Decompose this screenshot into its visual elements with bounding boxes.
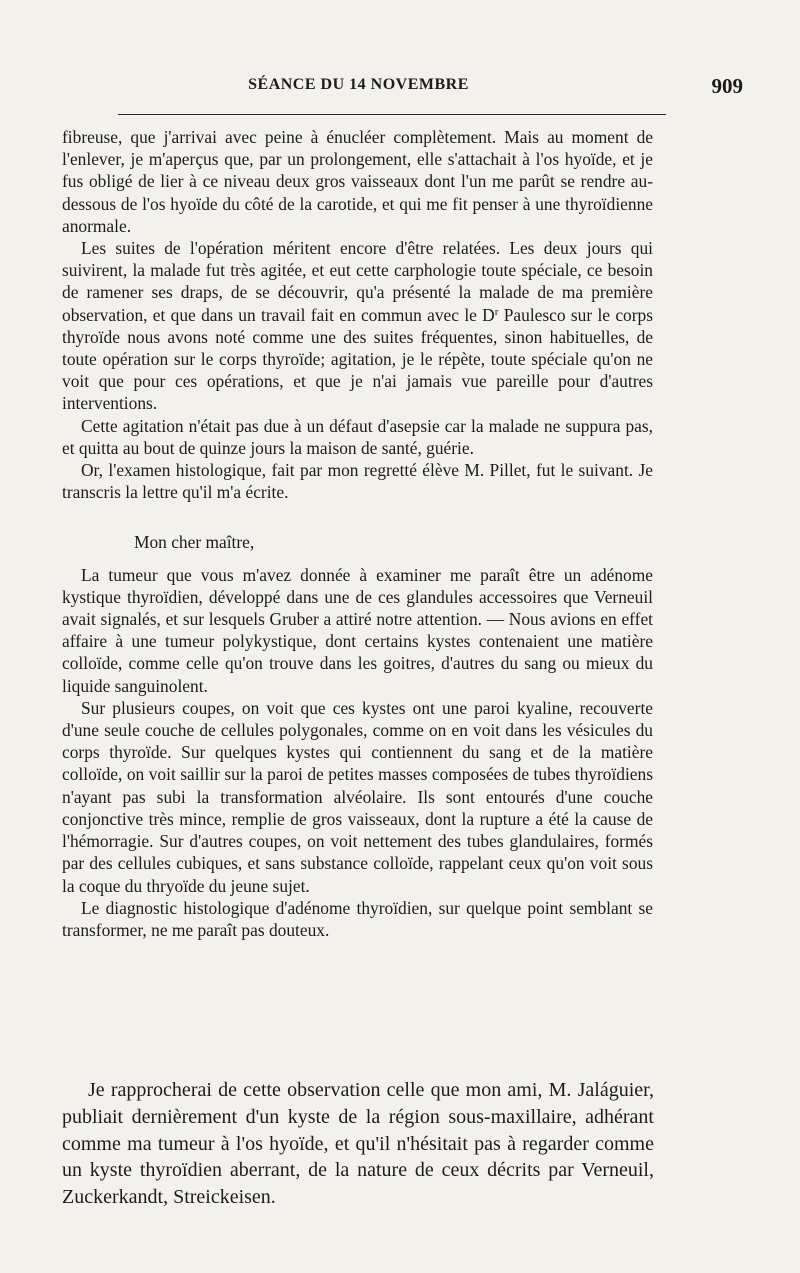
- letter-paragraph: Sur plusieurs coupes, on voit que ces kystes ont une paroi kyaline, recouverte d'une seule couche de cellules polygonales, comme on en voit dans les vésicules du corps thyroïde. Sur quelques kystes qui contiennent du sang et de la matière colloïde, on voit saillir sur la paroi de petites masses composées de tubes thyroïdiens n'ayant pas subi la transformation alvéolaire. Ils sont entourés d'une couche conjonctive très mince, remplie de gros vaisseaux, dont la rupture a été la cause de l'hémorragie. Sur d'autres coupes, on voit nettement des tubes glandulaires, formés par des cellules cubiques, et sans substance colloïde, rappelant ceux qu'on voit sous la coque du thryoïde du jeune sujet.: [62, 697, 653, 896]
- letter-paragraph: Le diagnostic histologique d'adénome thyroïdien, sur quelque point semblant se transformer, ne me paraît pas douteux.: [62, 897, 653, 940]
- paragraph-text: Les suites de l'opération méritent encore d'être relatées. Les deux jours qui suivirent, la malade fut très agitée, et eut cette carphologie toute spéciale, ce besoin de ramener ses draps, de se découvrir, qu'a présenté la malade de ma première observation, et que dans un travail fait en commun avec le D: [62, 238, 653, 325]
- header-rule: [118, 114, 666, 115]
- paragraph-text: Paulesco sur le corps thyroïde nous avons noté comme une des suites fréquentes, sinon habituelles, de toute opération sur le corps thyroïde; agitation, je le répète, toute spéciale qu'on ne voit que pour ces opérations, et que je n'ai jamais vue pareille pour d'autres interventions.: [62, 304, 653, 414]
- letter-paragraph: La tumeur que vous m'avez donnée à examiner me paraît être un adénome kystique thyroïdien, développé dans une de ces glandules accessoires que Verneuil avait signalés, et sur lesquels Gruber a attiré notre attention. — Nous avions en effet affaire à une tumeur polykystique, dont certains kystes contenaient une matière colloïde, comme celle qu'on trouve dans les goitres, d'autres du sang ou mieux du liquide sanguinolent.: [62, 564, 653, 696]
- closing-text: [62, 1077, 654, 1211]
- superscript: r: [494, 305, 499, 318]
- paragraph: Cette agitation n'était pas due à un défaut d'asepsie car la malade ne suppura pas, et quitta au bout de quinze jours la maison de santé, guérie.: [62, 415, 653, 458]
- page-number: 909: [711, 74, 743, 98]
- paragraph: fibreuse, que j'arrivai avec peine à énucléer complètement. Mais au moment de l'enlever, je m'aperçus que, par un prolongement, elle s'attachait à l'os hyoïde, et je fus obligé de lier à ce niveau deux gros vaisseaux dont l'un me parût se rendre au-dessous de l'os hyoïde du côté de la carotide, et qui me fit penser à une thyroïdienne anormale.: [62, 127, 653, 236]
- paragraph: [62, 237, 653, 415]
- body-text: [62, 126, 653, 941]
- closing-paragraph: Je rapprocherai de cette observation celle que mon ami, M. Jaláguier, publiait dernièrement d'un kyste de la région sous-maxillaire, adhérant comme ma tumeur à l'os hyoïde, et qu'il n'hésitait pas à regarder comme un kyste thyroïdien aberrant, de la nature de ceux décrits par Verneuil, Zuckerkandt, Streickeisen.: [62, 1079, 654, 1209]
- paragraph: Or, l'examen histologique, fait par mon regretté élève M. Pillet, fut le suivant. Je transcris la lettre qu'il m'a écrite.: [62, 460, 653, 503]
- page-header: [62, 74, 743, 102]
- letter-salutation: Mon cher maître,: [134, 532, 255, 553]
- running-head: SÉANCE DU 14 NOVEMBRE: [248, 76, 469, 93]
